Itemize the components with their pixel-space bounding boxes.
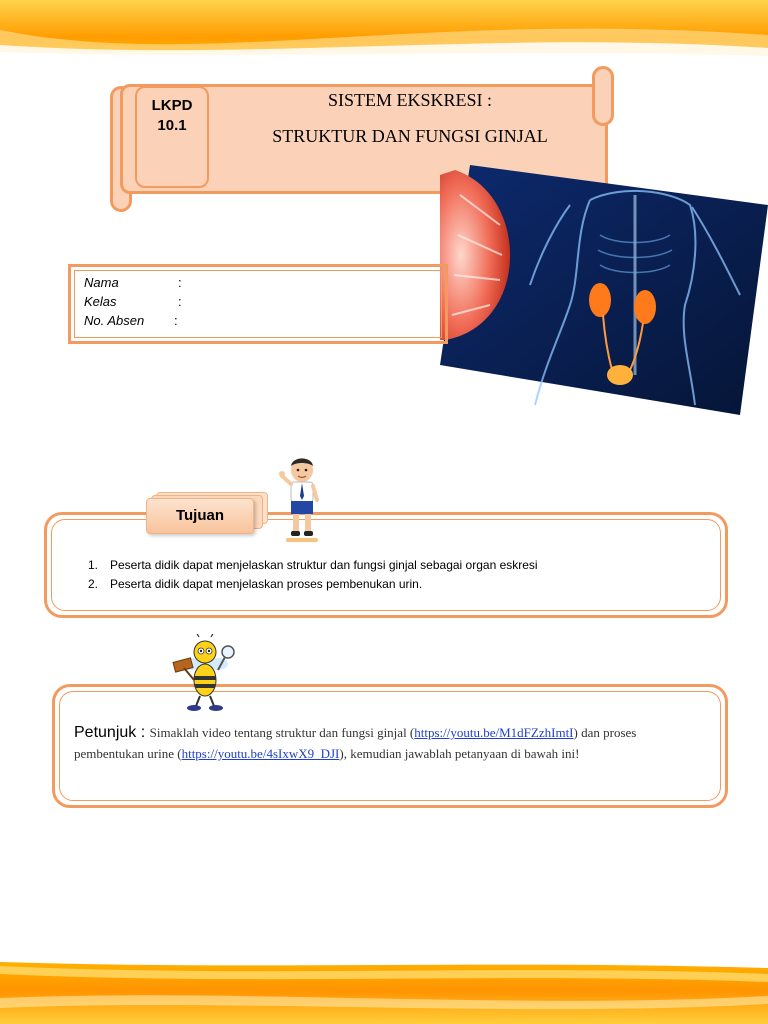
tujuan-tab: Tujuan (146, 498, 254, 534)
tujuan-item-text: Peserta didik dapat menjelaskan proses pembenukan urin. (110, 577, 423, 591)
lkpd-label: LKPD (151, 97, 193, 114)
bee-mascot-illustration (170, 634, 240, 714)
video-link-pembentukan-urine[interactable]: https://youtu.be/4sIxwX9_DJI (181, 746, 340, 761)
tujuan-item-2 (88, 577, 422, 591)
petunjuk-separator: : (136, 724, 150, 741)
absen-field-colon: : (174, 313, 178, 328)
name-field-label: Nama (84, 275, 119, 290)
tujuan-item-number: 2. (88, 577, 99, 591)
class-field-label: Kelas (84, 294, 117, 309)
petunjuk-text-part-1: Simaklah video tentang struktur dan fungsi ginjal ( (149, 725, 415, 740)
petunjuk-text-part-2: ) dan proses pembentukan urine ( (74, 725, 637, 761)
class-field-colon: : (178, 294, 182, 309)
identity-box (68, 264, 448, 344)
petunjuk-label: Petunjuk (74, 724, 137, 741)
lkpd-badge (135, 86, 209, 188)
page-title-line1: SISTEM EKSKRESI : (327, 90, 493, 110)
absen-field-label: No. Absen (84, 313, 145, 328)
tujuan-item-text: Peserta didik dapat menjelaskan struktur dan fungsi ginjal sebagai organ eskresi (110, 558, 538, 572)
petunjuk-text-part-3: ), kemudian jawablah petanyaan di bawah ini! (339, 746, 580, 761)
student-illustration (278, 456, 324, 544)
kidney-anatomy-photo (440, 165, 768, 415)
top-decorative-band (0, 0, 768, 62)
scroll-curl-right (592, 66, 614, 126)
petunjuk-paragraph (74, 722, 704, 764)
video-link-struktur-ginjal[interactable]: https://youtu.be/M1dFZzhImtI (414, 725, 574, 740)
name-field-colon: : (178, 275, 182, 290)
lkpd-number: 10.1 (157, 117, 187, 134)
tujuan-item-1 (88, 558, 538, 572)
page-title-line2: STRUKTUR DAN FUNGSI GINJAL (272, 126, 548, 146)
bottom-decorative-band (0, 958, 768, 1024)
tujuan-item-number: 1. (88, 558, 99, 572)
